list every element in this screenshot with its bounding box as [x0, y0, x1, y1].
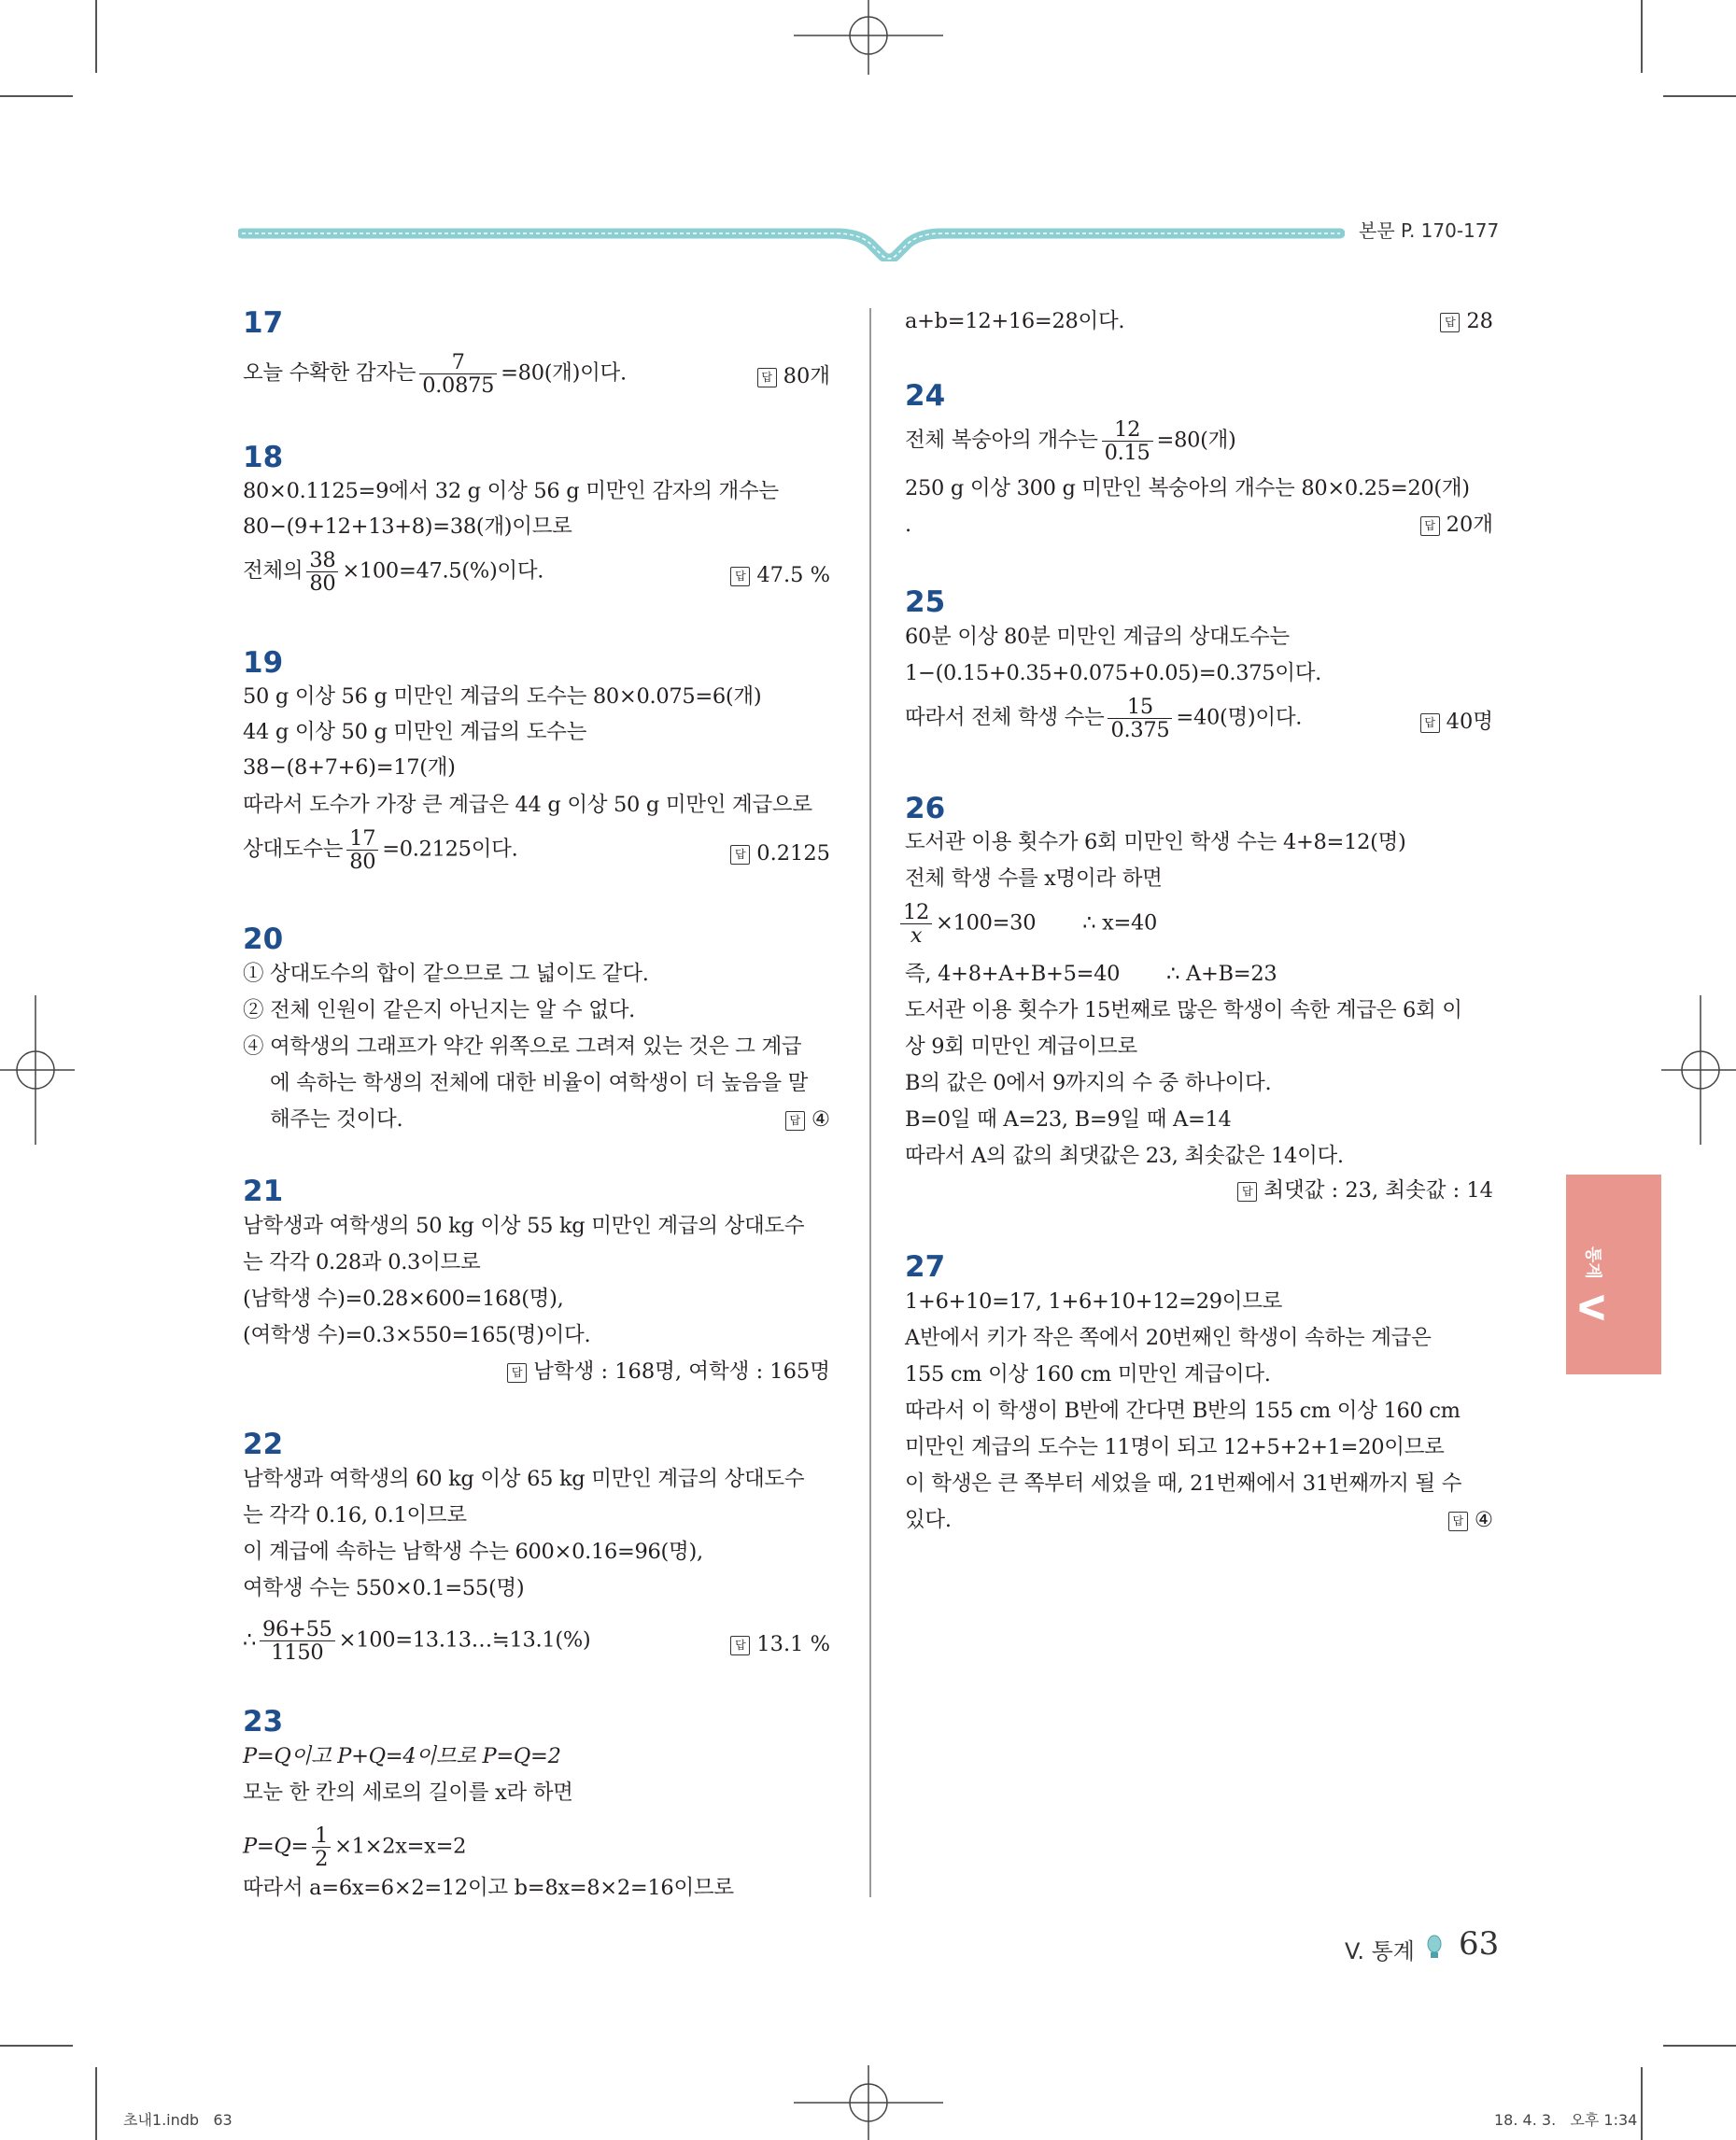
registration-mark-left	[0, 995, 75, 1145]
answer: 답 80개	[757, 361, 830, 391]
solution-line: 상 9회 미만인 계급이므로	[905, 1035, 1137, 1059]
solution-line: (남학생 수)=0.28×600=168(명),	[243, 1287, 564, 1311]
crop-mark	[95, 2067, 97, 2140]
answer: 답 13.1 %	[730, 1629, 830, 1659]
problem-number-26: 26	[905, 792, 946, 825]
solution-line: 1−(0.15+0.35+0.075+0.05)=0.375이다.	[905, 661, 1321, 685]
solution-line: B=0일 때 A=23, B=9일 때 A=14	[905, 1107, 1232, 1132]
solution-line: 따라서 도수가 가장 큰 계급은 44 g 이상 50 g 미만인 계급으로	[243, 793, 812, 817]
registration-mark-right	[1661, 995, 1736, 1145]
answer-mark: 답	[757, 368, 777, 387]
solution-line: 따라서 A의 값의 최댓값은 23, 최솟값은 14이다.	[905, 1144, 1344, 1168]
solution-line: .	[905, 513, 911, 537]
solution-line: 여학생 수는 550×0.1=55(명)	[243, 1576, 525, 1600]
crop-mark	[0, 95, 73, 97]
solution-line: (여학생 수)=0.3×550=165(명)이다.	[243, 1323, 591, 1347]
solution-line: 155 cm 이상 160 cm 미만인 계급이다.	[905, 1362, 1271, 1387]
problem-number-24: 24	[905, 379, 946, 413]
solution-line: 전체 학생 수를 x명이라 하면	[905, 866, 1163, 891]
side-tab	[1566, 1175, 1661, 1374]
solution-line: 상대도수는 $\frac{17}{80}$ =0.2125이다.	[243, 826, 518, 874]
solution-line: 오늘 수확한 감자는 $\frac{7}{0.0875}$ =80(개)이다.	[243, 350, 627, 398]
solution-line: ④ 여학생의 그래프가 약간 위쪽으로 그려져 있는 것은 그 계급	[243, 1035, 802, 1059]
page-number: 63	[1459, 1925, 1500, 1963]
solution-line: 따라서 a=6x=6×2=12이고 b=8x=8×2=16이므로	[243, 1876, 734, 1900]
solution-line: 미만인 계급의 도수는 11명이 되고 12+5+2+1=20이므로	[905, 1435, 1445, 1459]
solution-line: P=Q이고 P+Q=4이므로 P=Q=2	[243, 1744, 561, 1768]
solution-line: 는 각각 0.16, 0.1이므로	[243, 1503, 467, 1528]
solution-line: 해주는 것이다.	[270, 1107, 403, 1132]
solution-line: 있다.	[905, 1508, 952, 1532]
answer: 답 28	[1440, 306, 1493, 336]
print-date-info: 18. 4. 3. 오후 1:34	[1494, 2111, 1638, 2129]
solution-line: 도서관 이용 횟수가 15번째로 많은 학생이 속한 계급은 6회 이	[905, 998, 1462, 1022]
answer: 답 ④	[785, 1105, 830, 1134]
side-tab-label: 통계	[1583, 1246, 1602, 1279]
solution-line: 50 g 이상 56 g 미만인 계급의 도수는 80×0.075=6(개)	[243, 684, 762, 709]
problem-number-23: 23	[243, 1705, 284, 1739]
crop-mark	[95, 0, 97, 73]
footer-chapter: V. 통계	[1345, 1938, 1415, 1964]
solution-line: $\frac{12}{x}$ ×100=30 ∴ x=40	[896, 901, 1157, 947]
answer: 답 47.5 %	[730, 560, 830, 590]
problem-number-17: 17	[243, 306, 284, 340]
answer: 답 20개	[1420, 510, 1493, 540]
solution-line: P=Q= $\frac{1}{2}$ ×1×2x=x=2	[243, 1823, 467, 1871]
solution-line: 는 각각 0.28과 0.3이므로	[243, 1250, 481, 1274]
answer: 답 0.2125	[730, 838, 830, 868]
solution-line: 도서관 이용 횟수가 6회 미만인 학생 수는 4+8=12(명)	[905, 830, 1406, 854]
answer: 답 최댓값 : 23, 최솟값 : 14	[1237, 1176, 1493, 1205]
solution-line: 따라서 전체 학생 수는 $\frac{15}{0.375}$ =40(명)이다.	[905, 695, 1303, 742]
solution-line: 250 g 이상 300 g 미만인 복숭아의 개수는 80×0.25=20(개)	[905, 476, 1470, 500]
header-band	[238, 215, 1345, 261]
problem-number-18: 18	[243, 441, 284, 474]
page-reference: 본문 P. 170-177	[1359, 219, 1500, 242]
crop-mark	[1641, 0, 1643, 73]
solution-line: 80−(9+12+13+8)=38(개)이므로	[243, 514, 572, 539]
problem-number-25: 25	[905, 585, 946, 619]
solution-line: 남학생과 여학생의 60 kg 이상 65 kg 미만인 계급의 상대도수	[243, 1467, 805, 1491]
problem-number-21: 21	[243, 1175, 284, 1208]
solution-line: 모눈 한 칸의 세로의 길이를 x라 하면	[243, 1781, 573, 1805]
answer: 답 남학생 : 168명, 여학생 : 165명	[507, 1357, 830, 1387]
problem-number-22: 22	[243, 1428, 284, 1461]
registration-mark-bottom	[794, 2065, 943, 2140]
problem-number-27: 27	[905, 1250, 946, 1284]
solution-line: 1+6+10=17, 1+6+10+12=29이므로	[905, 1289, 1283, 1314]
crop-mark	[0, 2045, 73, 2047]
solution-line: 이 계급에 속하는 남학생 수는 600×0.16=96(명),	[243, 1540, 703, 1564]
solution-line: B의 값은 0에서 9까지의 수 중 하나이다.	[905, 1071, 1272, 1095]
crop-mark	[1641, 2067, 1643, 2140]
solution-line: 남학생과 여학생의 50 kg 이상 55 kg 미만인 계급의 상대도수	[243, 1214, 805, 1238]
crop-mark	[1663, 95, 1736, 97]
solution-line: 즉, 4+8+A+B+5=40 ∴ A+B=23	[905, 962, 1277, 986]
solution-line: 에 속하는 학생의 전체에 대한 비율이 여학생이 더 높음을 말	[270, 1071, 809, 1095]
solution-line: ∴ $\frac{96+55}{1150}$ ×100=13.13…≒13.1(%)	[243, 1617, 591, 1665]
answer: 답 40명	[1420, 707, 1493, 737]
solution-line: ① 상대도수의 합이 같으므로 그 넓이도 같다.	[243, 962, 649, 986]
answer: 답 ④	[1448, 1505, 1493, 1535]
column-divider	[869, 308, 871, 1897]
print-file-info: 초내1.indb 63	[123, 2111, 233, 2129]
solution-line: ② 전체 인원이 같은지 아닌지는 알 수 없다.	[243, 998, 635, 1022]
lightbulb-icon	[1425, 1935, 1444, 1963]
solution-line: 80×0.1125=9에서 32 g 이상 56 g 미만인 감자의 개수는	[243, 479, 779, 503]
solution-line: 전체 복숭아의 개수는 $\frac{12}{0.15}$ =80(개)	[905, 417, 1236, 465]
solution-line: 따라서 이 학생이 B반에 간다면 B반의 155 cm 이상 160 cm	[905, 1399, 1461, 1423]
problem-number-19: 19	[243, 646, 284, 680]
side-tab-numeral: V	[1571, 1294, 1610, 1321]
crop-mark	[1663, 2045, 1736, 2047]
solution-line: 44 g 이상 50 g 미만인 계급의 도수는	[243, 720, 587, 744]
solution-line: 전체의 $\frac{38}{80}$ ×100=47.5(%)이다.	[243, 548, 544, 596]
solution-line: 38−(8+7+6)=17(개)	[243, 755, 456, 780]
solution-line: a+b=12+16=28이다.	[905, 309, 1125, 333]
registration-mark-top	[794, 0, 943, 75]
solution-line: 60분 이상 80분 미만인 계급의 상대도수는	[905, 625, 1290, 649]
solution-line: A반에서 키가 작은 쪽에서 20번째인 학생이 속하는 계급은	[905, 1326, 1432, 1350]
problem-number-20: 20	[243, 922, 284, 956]
solution-line: 이 학생은 큰 쪽부터 세었을 때, 21번째에서 31번째까지 될 수	[905, 1471, 1462, 1496]
